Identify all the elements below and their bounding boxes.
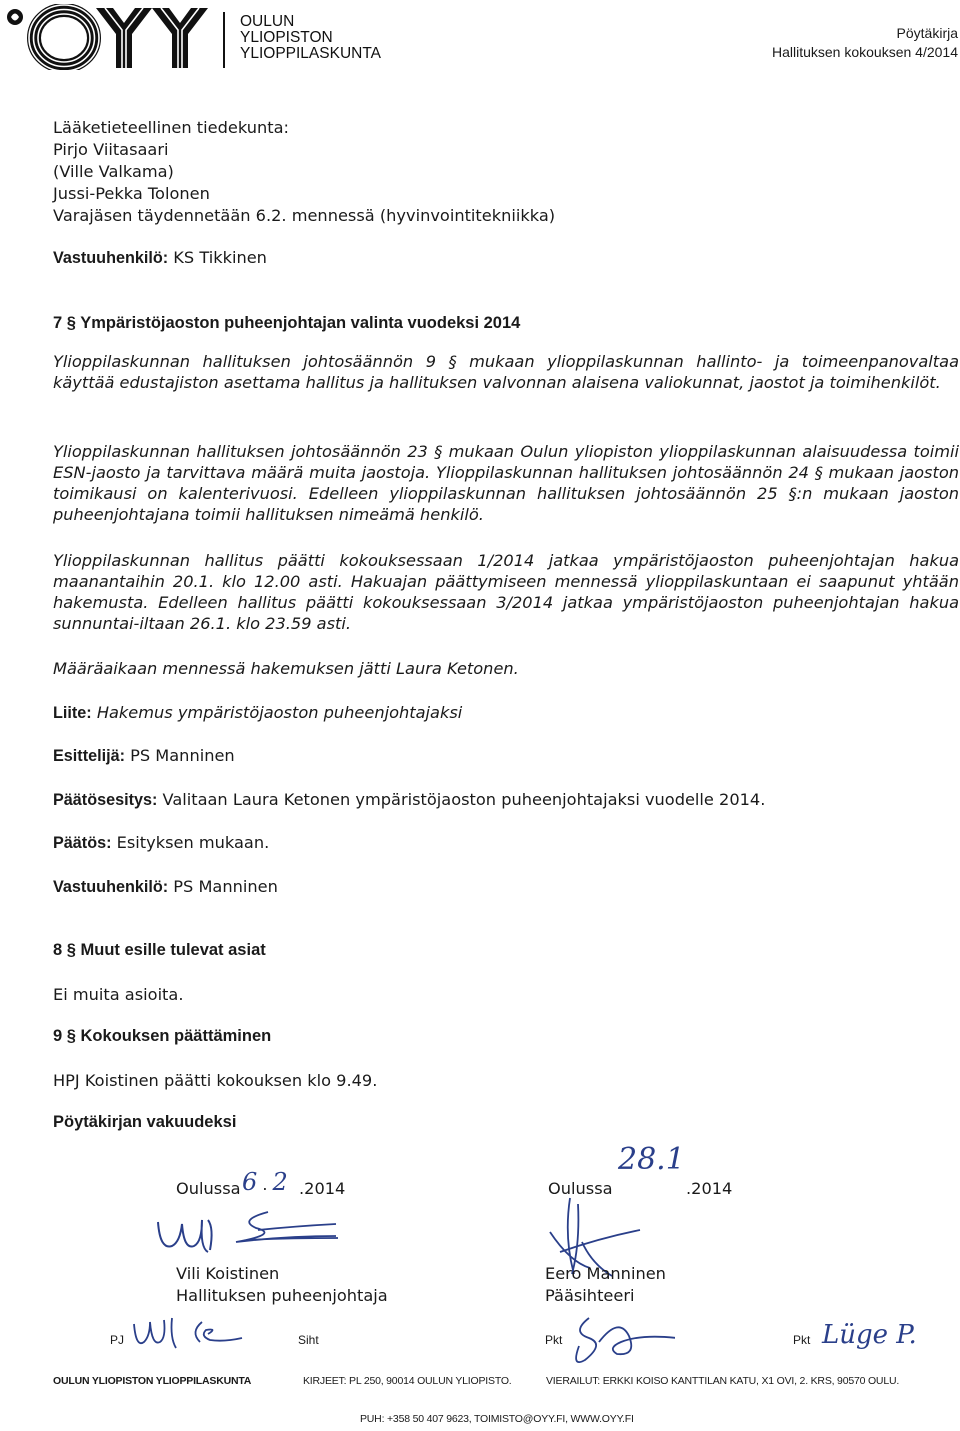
section-7-responsible-line: [53, 876, 278, 898]
footer-letters: KIRJEET: PL 250, 90014 OULUN YLIOPISTO.: [303, 1375, 512, 1387]
initial-pkt-1-label: Pkt: [545, 1333, 563, 1347]
signatures-heading: Pöytäkirjan vakuudeksi: [53, 1113, 237, 1131]
responsible-value: PS Manninen: [168, 877, 278, 896]
intro-line: (Ville Valkama): [53, 162, 174, 181]
pkt-1-initials-scribble: [565, 1312, 675, 1368]
left-signatory: [176, 1263, 388, 1307]
left-year: .2014: [299, 1179, 346, 1198]
intro-block: [53, 117, 555, 227]
doc-meeting: Hallituksen kokouksen 4/2014: [771, 44, 958, 60]
responsible-label: Vastuuhenkilö:: [53, 249, 169, 267]
decision-line: [53, 832, 269, 854]
right-place: Oulussa: [548, 1179, 613, 1198]
pj-initials-scribble: [128, 1310, 258, 1356]
logo-line-1: OULUN: [240, 13, 295, 30]
footer-contact: PUH: +358 50 407 9623, TOIMISTO@OYY.FI, WWW.OYY.FI: [360, 1413, 634, 1425]
decision-label: Päätös:: [53, 834, 112, 852]
left-name: Vili Koistinen: [176, 1264, 280, 1283]
left-title: Hallituksen puheenjohtaja: [176, 1286, 388, 1305]
proposal-line: [53, 789, 765, 811]
section-9-text: HPJ Koistinen päätti kokouksen klo 9.49.: [53, 1071, 378, 1090]
section-7-para-3: Ylioppilaskunnan hallitus päätti kokouksessaan 1/2014 jatkaa ympäristöjaoston puheenjohtajan hakua maanantaihin 20.1. klo 12.00 asti. Hakuajan päättymiseen mennessä ylioppilaskuntaan ei saapunut yhtään hakemusta. Edelleen hallitus päätti kokouksessaan 3/2014 jatkaa ympäristöjaoston puheenjohtajan hakua sunnuntai-iltaan 26.1. klo 23.59 asti.: [53, 551, 959, 633]
section-7-para-4: Määräaikaan mennessä hakemuksen jätti Laura Ketonen.: [53, 659, 519, 678]
attachment-line: [53, 702, 462, 724]
presenter-value: PS Manninen: [124, 746, 235, 765]
right-name: Eero Manninen: [545, 1264, 666, 1283]
document-header-right: [772, 24, 958, 62]
right-year: .2014: [686, 1179, 733, 1198]
initial-pj-label: PJ: [110, 1333, 125, 1347]
intro-responsible: [53, 247, 267, 269]
pkt-2-handwritten-initials: Lüge P.: [822, 1320, 917, 1350]
initial-pkt-2-label: Pkt: [793, 1333, 811, 1347]
presenter-line: [53, 745, 235, 767]
initial-siht-label: Siht: [298, 1333, 319, 1347]
proposal-label: Päätösesitys:: [53, 791, 158, 809]
logo-line-3: YLIOPPILASKUNTA: [240, 45, 381, 62]
oyy-logo-mark-icon: [4, 4, 234, 70]
presenter-label: Esittelijä:: [53, 747, 125, 765]
intro-line: Jussi-Pekka Tolonen: [53, 184, 210, 203]
section-7-para-2: Ylioppilaskunnan hallituksen johtosäännön 23 § mukaan Oulun yliopiston ylioppilaskunnan alaisuudessa toimii ESN-jaosto ja tarvittava määrä muita jaostoja. Ylioppilaskunnan hallituksen johtosäännön 24 § mukaan jaoston toimikausi on kalenterivuosi. Edelleen ylioppilaskunnan hallituksen johtosäännön 25 §:n mukaan jaoston puheenjohtajana toimii hallituksen nimeämä henkilö.: [53, 442, 959, 524]
section-8-text: Ei muita asioita.: [53, 985, 184, 1004]
attachment-label: Liite:: [53, 704, 92, 722]
responsible-label: Vastuuhenkilö:: [53, 878, 169, 896]
responsible-value: KS Tikkinen: [168, 248, 267, 267]
footer-org: OULUN YLIOPISTON YLIOPPILASKUNTA: [53, 1375, 252, 1387]
left-signature-scribble: [150, 1200, 350, 1260]
section-9-heading: 9 § Kokouksen päättäminen: [53, 1027, 272, 1045]
oyy-logo: [4, 4, 234, 70]
right-signatory: [545, 1263, 666, 1307]
right-title: Pääsihteeri: [545, 1286, 635, 1305]
intro-line: Pirjo Viitasaari: [53, 140, 169, 159]
section-7-heading: 7 § Ympäristöjaoston puheenjohtajan valinta vuodeksi 2014: [53, 314, 521, 332]
footer-visit: VIERAILUT: ERKKI KOISO KANTTILAN KATU, X1 OVI, 2. KRS, 90570 OULU.: [546, 1375, 900, 1387]
left-place: Oulussa: [176, 1179, 241, 1198]
intro-line: Varajäsen täydennetään 6.2. mennessä (hyvinvointitekniikka): [53, 206, 556, 225]
right-handwritten-date: 28.1: [618, 1142, 685, 1177]
proposal-value: Valitaan Laura Ketonen ympäristöjaoston puheenjohtajaksi vuodelle 2014.: [157, 790, 766, 809]
intro-line: Lääketieteellinen tiedekunta:: [53, 118, 289, 137]
section-8-heading: 8 § Muut esille tulevat asiat: [53, 941, 266, 959]
attachment-value: Hakemus ympäristöjaoston puheenjohtajaksi: [91, 703, 463, 722]
left-handwritten-date: 6 . 2: [242, 1168, 288, 1196]
logo-line-2: YLIOPISTON: [240, 29, 333, 46]
decision-value: Esityksen mukaan.: [111, 833, 270, 852]
logo-text: [240, 14, 381, 62]
left-hand-day: 6: [242, 1168, 258, 1196]
left-date-line: [176, 1178, 241, 1199]
section-7-para-1: Ylioppilaskunnan hallituksen johtosäännön 9 § mukaan ylioppilaskunnan hallinto- ja toimeenpanovaltaa käyttää edustajiston asettama hallitus ja hallituksen valvonnan alaisena valiokunnat, jaostot ja toimihenkilöt.: [53, 352, 959, 392]
doc-type: Pöytäkirja: [896, 25, 958, 41]
left-hand-month: 2: [272, 1168, 288, 1196]
